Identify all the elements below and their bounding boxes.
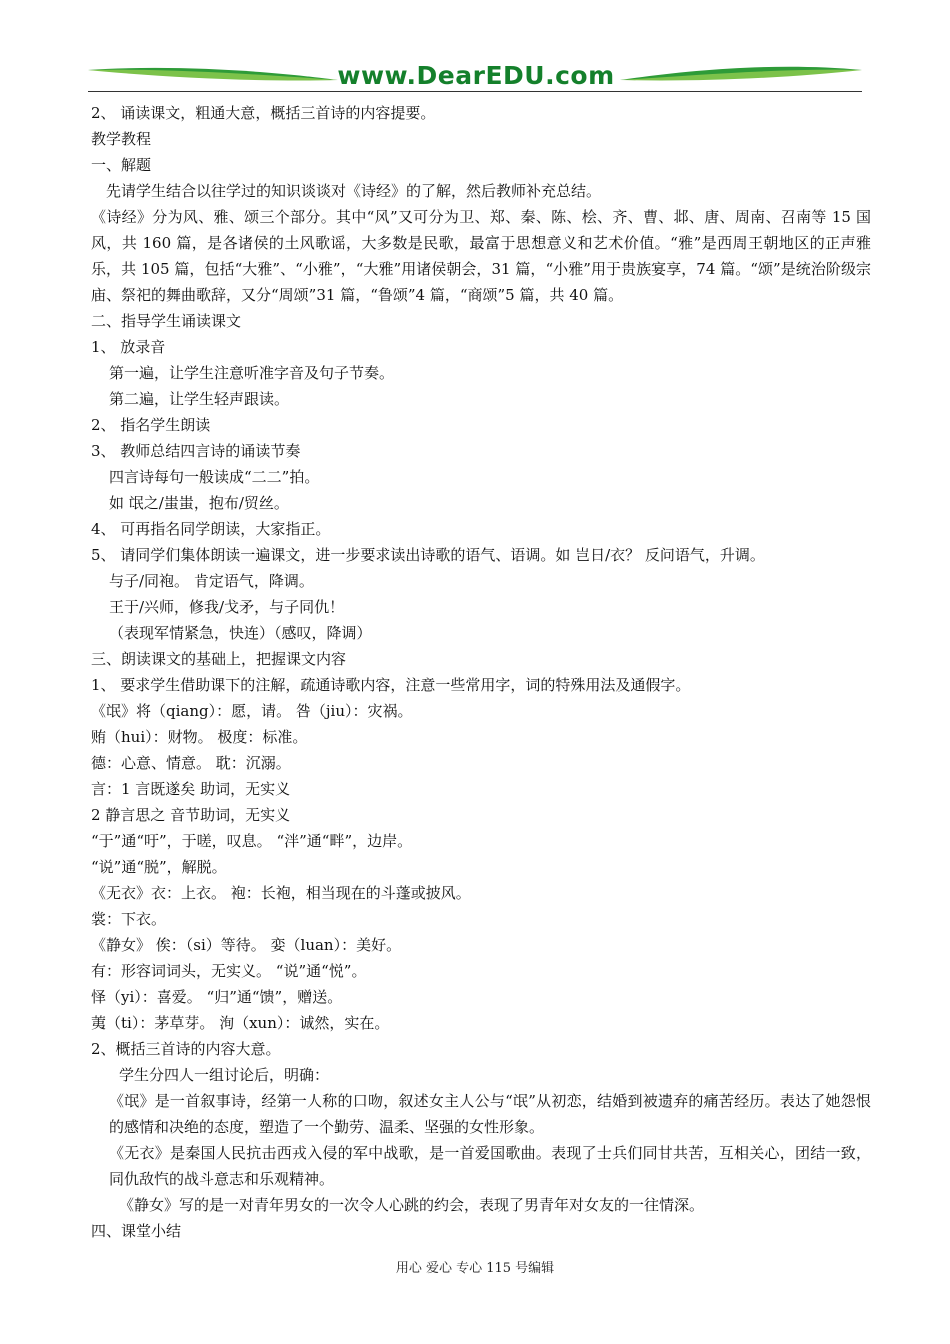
text-line: 《静女》 俟：（si）等待。 娈（luan）：美好。 — [91, 936, 402, 954]
text-line: 2、 指名学生朗读 — [91, 416, 211, 434]
text-line: 学生分四人一组讨论后，明确： — [119, 1066, 330, 1084]
text-line: 5、 请同学们集体朗读一遍课文，进一步要求读出诗歌的语气、语调。如 岂日/衣？ 反问语气，升调。 — [91, 546, 765, 564]
text-line: 2、概括三首诗的内容大意。 — [91, 1040, 281, 1058]
text-line: 2、 诵读课文，粗通大意，概括三首诗的内容提要。 — [91, 104, 436, 122]
text-line: 3、 教师总结四言诗的诵读节奏 — [91, 442, 301, 460]
section-heading: 三、朗读课文的基础上，把握课文内容 — [91, 650, 347, 668]
section-heading: 四、课堂小结 — [91, 1222, 182, 1240]
text-line: “说”通“脱”，解脱。 — [91, 858, 227, 876]
text-line: 贿（hui）：财物。 极度：标准。 — [91, 728, 308, 746]
paragraph: 《氓》是一首叙事诗，经第一人称的口吻，叙述女主人公与“氓”从初恋，结婚到被遗弃的痛苦经历。表达了她怨恨的感情和决绝的态度，塑造了一个勤劳、温柔、坚强的女性形象。 — [109, 1092, 871, 1136]
site-logo-text[interactable]: www.DearEDU.com — [337, 61, 615, 90]
text-line: 四言诗每句一般读成“二二”拍。 — [109, 468, 320, 486]
paragraph: 《无衣》是秦国人民抗击西戎入侵的军中战歌，是一首爱国歌曲。表现了士兵们同甘共苦，互相关心，团结一致，同仇敌忾的战斗意志和乐观精神。 — [109, 1144, 871, 1188]
paragraph: 先请学生结合以往学过的知识谈谈对《诗经》的了解，然后教师补充总结。 — [106, 182, 602, 200]
text-line: 裳：下衣。 — [91, 910, 167, 928]
text-line: 第二遍，让学生轻声跟读。 — [109, 390, 290, 408]
text-line: 有：形容词词头，无实义。 “说”通“悦”。 — [91, 962, 367, 980]
header-banner — [88, 58, 862, 94]
text-line: 德：心意、情意。 耽：沉溺。 — [91, 754, 291, 772]
text-line: 与子/同袍。 肯定语气，降调。 — [109, 572, 314, 590]
text-line: 荑（ti）：茅草芽。 洵（xun）：诚然，实在。 — [91, 1014, 390, 1032]
text-line: 4、 可再指名同学朗读，大家指正。 — [91, 520, 331, 538]
section-heading: 一、解题 — [91, 156, 152, 174]
text-line: （表现军情紧急，快连）（感叹，降调） — [109, 624, 372, 642]
text-line: 2 静言思之 音节助词，无实义 — [91, 806, 291, 824]
text-line: 1、 要求学生借助课下的注解，疏通诗歌内容，注意一些常用字，词的特殊用法及通假字。 — [91, 676, 691, 694]
text-line: 1、 放录音 — [91, 338, 166, 356]
text-line: 《氓》将（qiang）：愿，请。 咎（jiu）：灾祸。 — [91, 702, 413, 720]
text-line: 怿（yi）：喜爱。 “归”通“馈”，赠送。 — [91, 988, 343, 1006]
section-heading: 二、指导学生诵读课文 — [91, 312, 242, 330]
text-line: 王于/兴师，修我/戈矛，与子同仇！ — [109, 598, 345, 616]
text-line: “于”通“吁”，于嗟，叹息。 “泮”通“畔”，边岸。 — [91, 832, 413, 850]
text-line: 言：1 言既遂矣 助词，无实义 — [91, 780, 291, 798]
section-heading: 教学教程 — [91, 130, 152, 148]
text-line: 《静女》写的是一对青年男女的一次令人心跳的约会，表现了男青年对女友的一往情深。 — [119, 1196, 705, 1214]
header-rule — [88, 91, 862, 92]
text-line: 《无衣》衣：上衣。 袍：长袍，相当现在的斗蓬或披风。 — [91, 884, 471, 902]
text-line: 第一遍，让学生注意听准字音及句子节奏。 — [109, 364, 395, 382]
page-footer: 用心 爱心 专心 115 号编辑 — [395, 1261, 555, 1276]
paragraph: 《诗经》分为风、雅、颂三个部分。其中“风”又可分为卫、郑、秦、陈、桧、齐、曹、邶、唐、周南、召南等 15 国风，共 160 篇，是各诸侯的土风歌谣，大多数是民歌，最富于思想意义和艺术价值。“雅”是西周王朝地区的正声雅乐，共 105 篇，包括“大雅”、“小雅”，“大雅”用诸侯朝会，31 篇，“小雅”用于贵族宴享，74 篇。“颂”是统治阶级宗庙、祭祀的舞曲歌辞，又分“周颂”31 篇，“鲁颂”4 篇，“商颂”5 篇，共 40 篇。 — [91, 208, 871, 304]
text-line: 如 氓之/蚩蚩，抱布/贸丝。 — [109, 494, 289, 512]
document-body — [91, 100, 871, 1244]
